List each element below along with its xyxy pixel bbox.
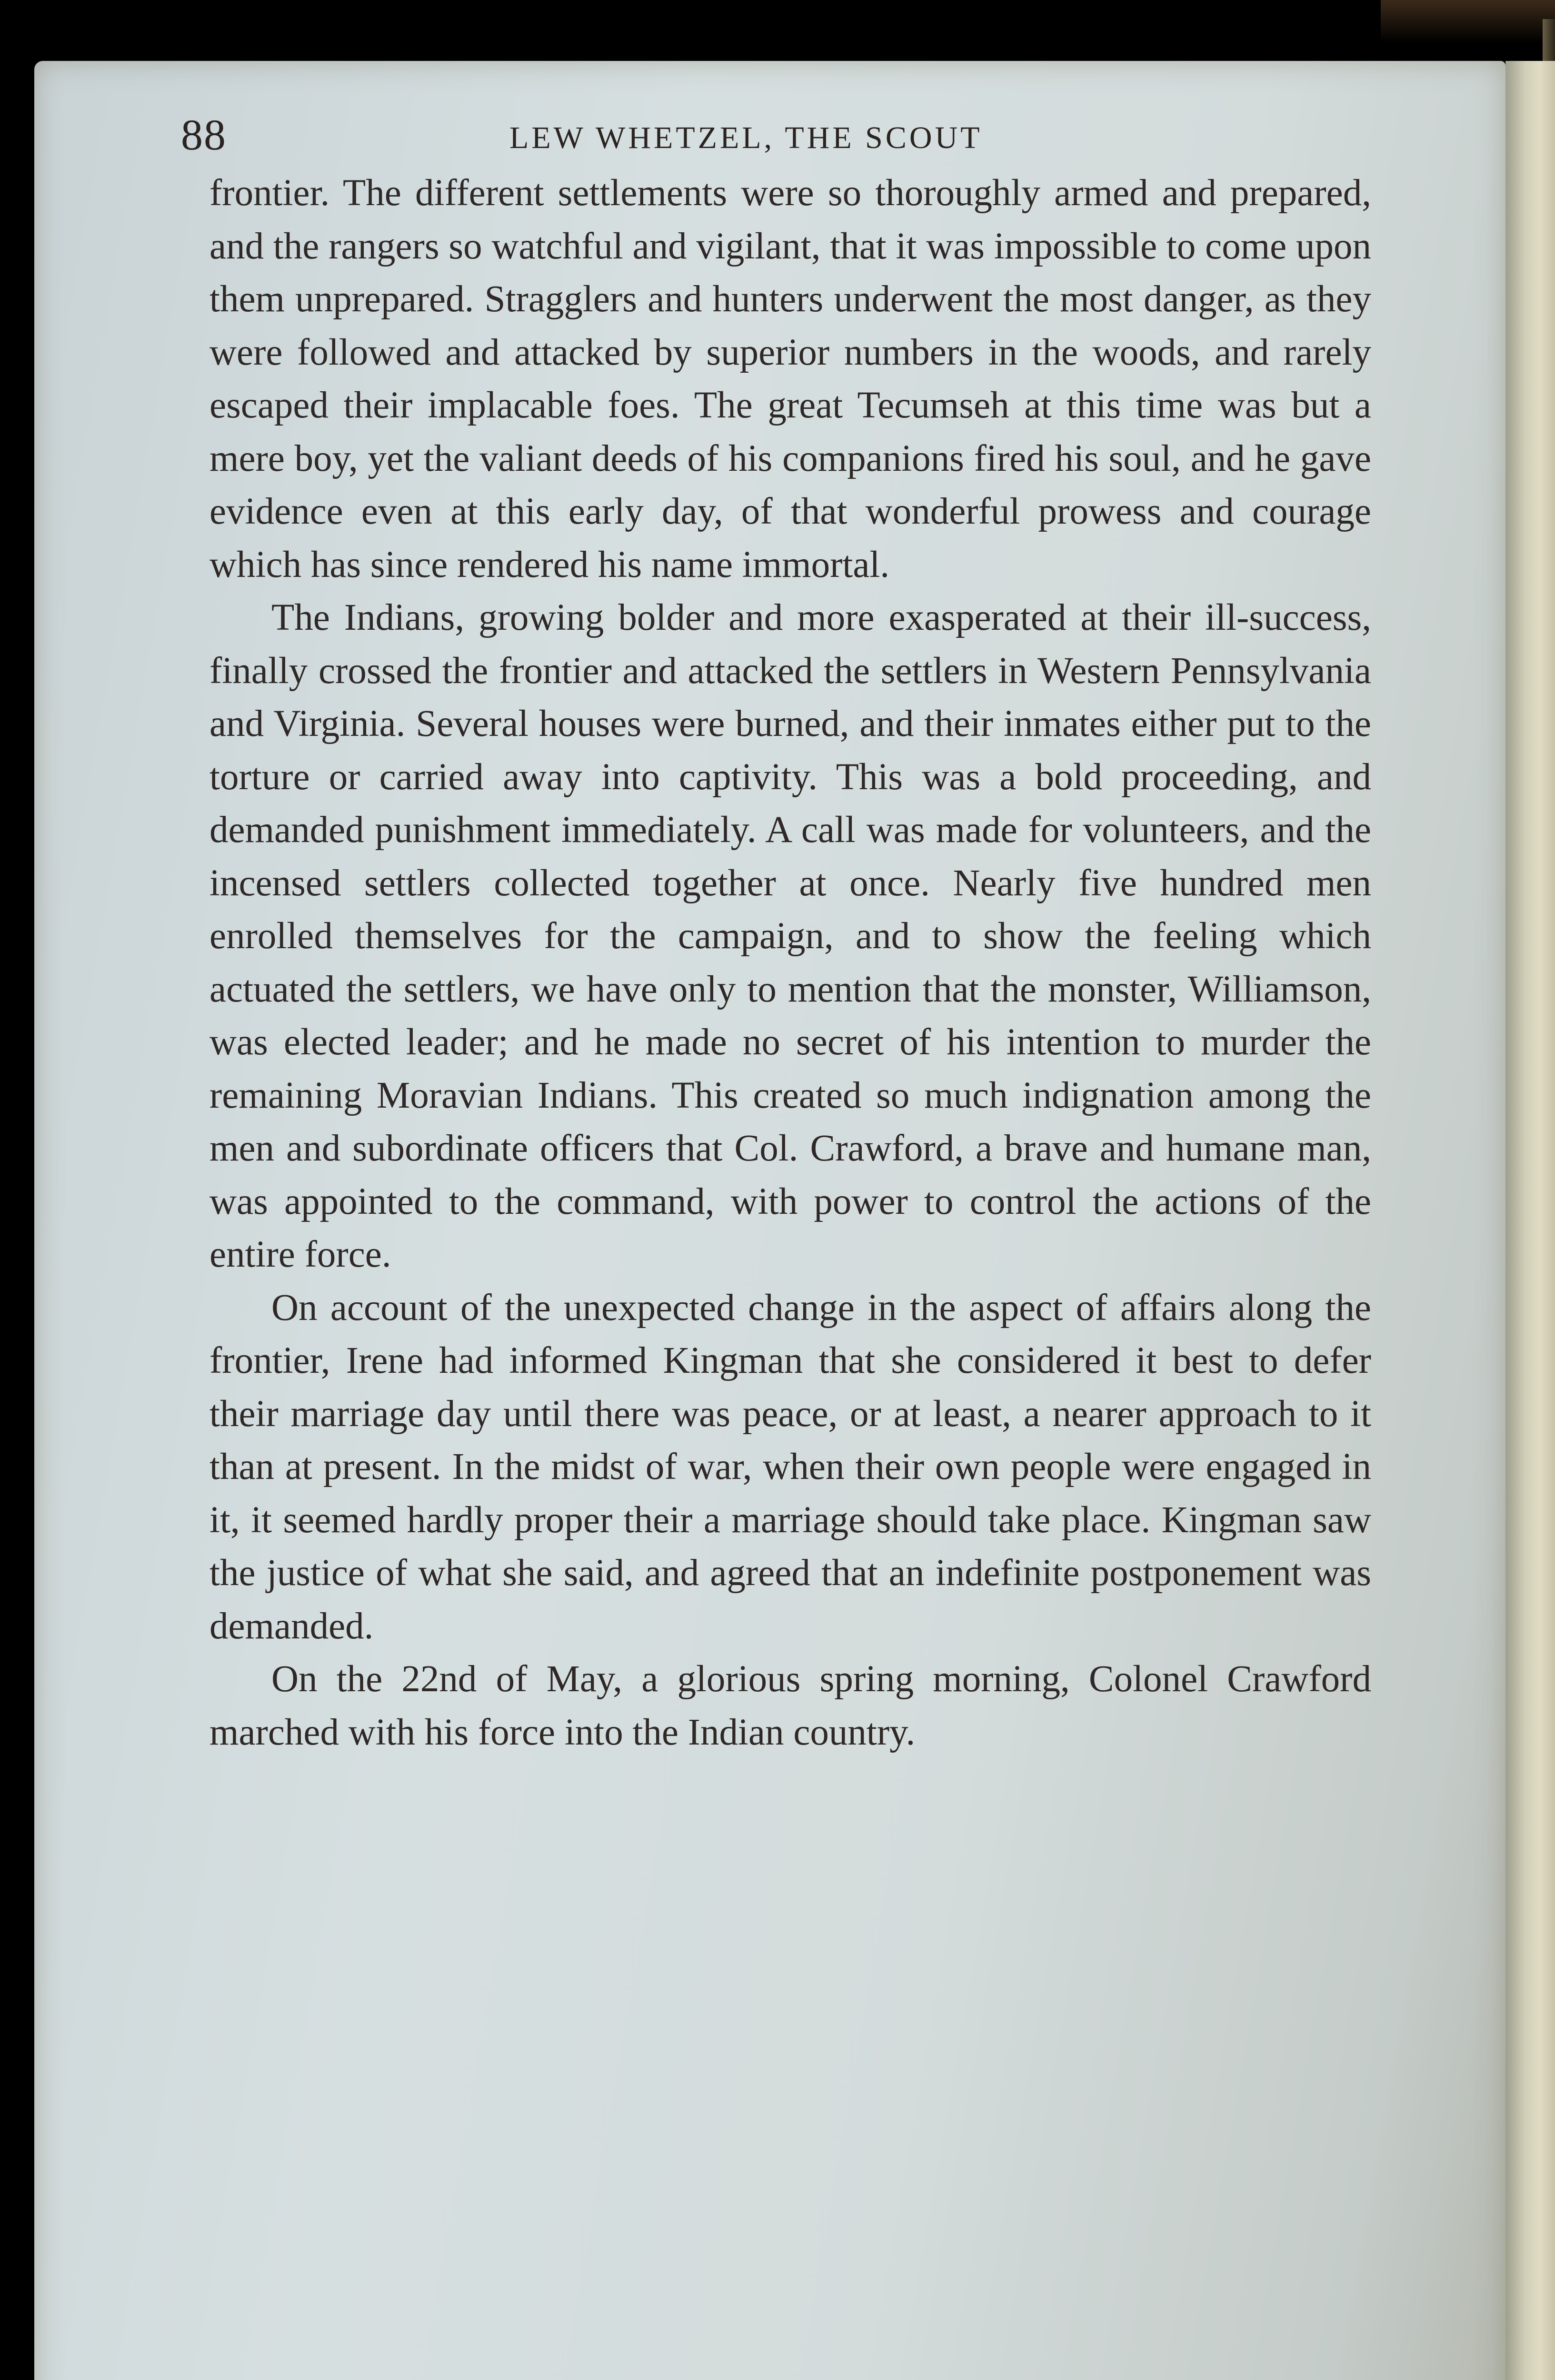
book-top-edge bbox=[1381, 0, 1555, 43]
page-number: 88 bbox=[181, 110, 227, 159]
paragraph: On account of the unexpected change in the aspect of affairs along the frontier, Irene had informed Kingman that she considered it best to defer their marriage day until there was peace, or at least, a nearer approach to it than at present. In the midst of war, when their own people were engaged in it, it seemed hardly proper their a marriage should take place. Kingman saw the justice of what she said, and agreed that an indefinite postponement was demanded. bbox=[209, 1287, 1371, 1647]
next-page-edge bbox=[1505, 61, 1555, 2380]
running-head: LEW WHETZEL, THE SCOUT bbox=[509, 120, 983, 155]
paragraph: frontier. The different settlements were so thoroughly armed and prepared, and the rangers so watchful and vigilant, that it was impossible to come upon them unprepared. Stragglers and hunters underwent the most danger, as they were followed and attacked by superior numbers in the woods, and rarely escaped their implacable foes. The great Tecumseh at this time was but a mere boy, yet the valiant deeds of his companions fired his soul, and he gave evidence even at this early day, of that wonderful prowess and courage which has since rendered his name immortal. bbox=[209, 172, 1371, 585]
page-body bbox=[209, 167, 1371, 1759]
paragraph: The Indians, growing bolder and more exasperated at their ill-success, finally crossed the frontier and attacked the settlers in Western Pennsylvania and Virginia. Several houses were burned, and their inmates either put to the torture or carried away into captivity. This was a bold proceeding, and demanded punishment immediately. A call was made for volunteers, and the incensed settlers collected together at once. Nearly five hundred men enrolled themselves for the campaign, and to show the feeling which actuated the settlers, we have only to mention that the monster, Williamson, was elected leader; and he made no secret of his intention to murder the remaining Moravian Indians. This created so much indignation among the men and subordinate officers that Col. Crawford, a brave and humane man, was appointed to the command, with power to control the actions of the entire force. bbox=[209, 597, 1371, 1275]
paragraph: On the 22nd of May, a glorious spring morning, Colonel Crawford marched with his force into the Indian country. bbox=[209, 1658, 1371, 1753]
page-header bbox=[181, 109, 1400, 167]
